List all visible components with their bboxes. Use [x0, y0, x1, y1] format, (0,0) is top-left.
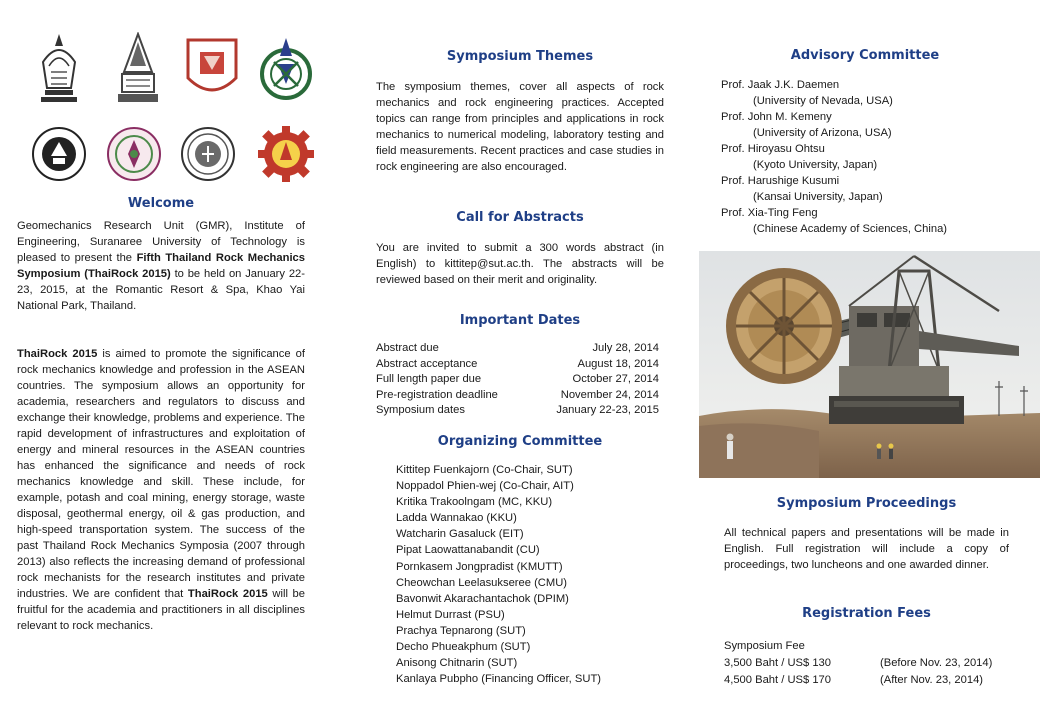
date-label: Symposium dates — [376, 404, 465, 417]
organizing-member: Anisong Chitnarin (SUT) — [396, 657, 518, 670]
advisory-name: Prof. Harushige Kusumi — [721, 175, 840, 187]
dates-heading: Important Dates — [459, 313, 581, 328]
fee-note: (After Nov. 23, 2014) — [880, 674, 984, 686]
cmu-seal-icon — [184, 34, 240, 104]
date-row — [376, 403, 659, 419]
ait-seal-icon — [31, 126, 87, 182]
date-value: July 28, 2014 — [592, 342, 659, 354]
fee-amount: 3,500 Baht / US$ 130 — [724, 657, 831, 669]
excavator-photo — [699, 251, 1040, 478]
organizing-member: Cheowchan Leelasukseree (CMU) — [396, 576, 567, 589]
fee-amount: 4,500 Baht / US$ 170 — [724, 674, 831, 686]
advisory-heading: Advisory Committee — [790, 48, 940, 63]
chula-crest-icon — [33, 32, 85, 106]
proceedings-heading: Symposium Proceedings — [776, 496, 957, 511]
advisory-affiliation: (University of Arizona, USA) — [753, 127, 892, 139]
welcome-p1-intro: Geomechanics Research Unit (GMR), Institute of Engineering, Suranaree University of Technology is pleased to present the — [17, 220, 305, 264]
advisory-name: Prof. Hiroyasu Ohtsu — [721, 143, 825, 155]
proceedings-text: All technical papers and presentations will be made in English. Full registration will include a copy of proceedings, two luncheons and one awarded dinner. — [724, 527, 1009, 571]
sut-seal-icon — [106, 126, 162, 182]
fees-heading: Registration Fees — [802, 606, 931, 621]
dpim-emblem-icon — [256, 34, 316, 104]
organizing-member: Kanlaya Pubpho (Financing Officer, SUT) — [396, 673, 602, 686]
organizing-member: Ladda Wannakao (KKU) — [396, 512, 517, 525]
date-value: January 22-23, 2015 — [556, 404, 659, 417]
organizing-member: Prachya Tepnarong (SUT) — [396, 624, 526, 637]
welcome-p1-venue: to be held on January 22-23, 2015, at the Romantic Resort & Spa, Khao Yai National Park, Thailand. — [17, 268, 305, 312]
welcome-paragraph-2 — [17, 346, 305, 634]
date-value: November 24, 2014 — [560, 388, 659, 401]
themes-heading: Symposium Themes — [446, 49, 594, 64]
date-row — [376, 388, 659, 404]
fee-row — [724, 655, 1024, 672]
advisory-affiliation: (Chinese Academy of Sciences, China) — [753, 223, 948, 235]
date-row — [376, 372, 659, 388]
date-label: Pre-registration deadline — [376, 388, 498, 401]
fee-note: (Before Nov. 23, 2014) — [880, 657, 993, 669]
themes-text: The symposium themes, cover all aspects of rock mechanics and rock engineering practices. Accepted topics can range from principles and applications in rock mechanics to numerical modeling, laboratory testing and field measurements. Recent practices and case studies in rock engineering are also encouraged. — [376, 81, 664, 173]
advisory-name: Prof. John M. Kemeny — [721, 111, 832, 123]
advisory-affiliation: (University of Nevada, USA) — [753, 95, 893, 107]
fees-list — [724, 655, 1024, 689]
advisory-affiliation: (Kyoto University, Japan) — [753, 159, 878, 171]
fee-row — [724, 672, 1024, 689]
welcome-p1-event: Fifth Thailand Rock Mechanics Symposium (ThaiRock 2015) — [17, 252, 305, 280]
organizing-member: Kittitep Fuenkajorn (Co-Chair, SUT) — [396, 464, 573, 476]
organizing-member: Noppadol Phien-wej (Co-Chair, AIT) — [396, 480, 574, 493]
organizing-member: Helmut Durrast (PSU) — [396, 608, 505, 621]
organizing-member: Pipat Laowattanabandit (CU) — [396, 544, 540, 557]
welcome-p2-closing: will be fruitful for the academia and practitioners in all disciplines relevant to rock mechanics. — [17, 588, 305, 632]
welcome-heading: Welcome — [127, 196, 195, 211]
abstracts-heading: Call for Abstracts — [456, 210, 584, 225]
date-label: Full length paper due — [376, 373, 482, 386]
organizing-heading: Organizing Committee — [437, 434, 603, 449]
welcome-p2-event-2: ThaiRock 2015 — [187, 588, 268, 600]
welcome-paragraph-1 — [17, 218, 305, 314]
date-value: August 18, 2014 — [577, 357, 659, 370]
organizing-list — [396, 462, 666, 687]
kmutt-gear-icon — [256, 124, 316, 184]
advisory-name: Prof. Jaak J.K. Daemen — [721, 79, 840, 91]
advisory-list — [721, 77, 1021, 237]
date-label: Abstract acceptance — [376, 357, 478, 370]
organizing-member: Kritika Trakoolngam (MC, KKU) — [396, 496, 553, 509]
organizing-member: Pornkasem Jongpradist (KMUTT) — [396, 560, 563, 573]
psu-seal-icon — [180, 126, 236, 182]
organizing-member: Decho Phueakphum (SUT) — [396, 641, 531, 654]
date-row — [376, 341, 659, 357]
welcome-p2-body: is aimed to promote the significance of rock mechanics knowledge and profession in the ASEAN countries. The symposium allows an opportunity for academia, researchers and regulators to discuss and exchange their knowledge, problems and experience. The rapid development of infrastructures and exploitation of energy and mineral resources in the ASEAN countries has enhanced the significance and needs of rock mechanics knowledge and skill. These include, for example, potash and coal mining, energy storage, waste disposal, geothermal energy, oil & gas production, and high-speed transportation system. The success of the past Thailand Rock Mechanics Symposia (2007 through 2013) also reflects the increasing demand of professional rock mechanists for the research institutes and private industries. We are confident that — [17, 348, 305, 600]
kku-crest-icon — [112, 32, 164, 106]
abstracts-text: You are invited to submit a 300 words abstract (in English) to kittitep@sut.ac.th. The abstracts will be reviewed based on their merit and originality. — [376, 242, 664, 286]
organizing-member: Watcharin Gasaluck (EIT) — [396, 528, 524, 541]
dates-list — [376, 341, 659, 419]
date-value: October 27, 2014 — [572, 373, 659, 386]
date-row — [376, 357, 659, 373]
date-label: Abstract due — [376, 342, 439, 354]
advisory-name: Prof. Xia-Ting Feng — [721, 207, 818, 219]
welcome-p2-event: ThaiRock 2015 — [17, 348, 98, 360]
advisory-affiliation: (Kansai University, Japan) — [753, 191, 883, 203]
fees-label: Symposium Fee — [724, 640, 805, 652]
organizing-member: Bavonwit Akarachantachok (DPIM) — [396, 592, 569, 605]
